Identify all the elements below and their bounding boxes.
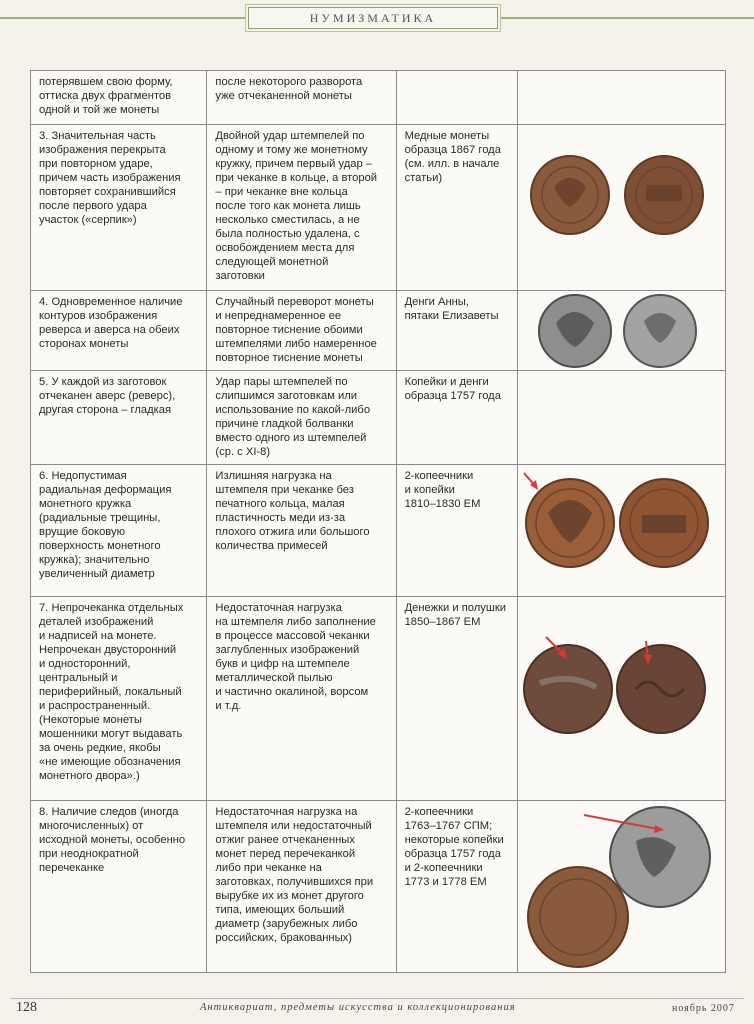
cell-cause: Удар пары штемпелей по слипшимся заготовкам или использование по какой-либо причине гладкой болванки вместо одного из штемпелей (ср. с XI-8) [207,371,396,465]
cell-feature: 3. Значительная часть изображения перекрыта при повторном ударе, причем часть изображения повторяет сохранившийся после первого удара участок («серпик») [31,125,207,291]
cell-illustration [517,71,725,125]
cell-feature: 5. У каждой из заготовок отчеканен аверс (реверс), другая сторона – гладкая [31,371,207,465]
cell-examples: 2-копеечники 1763–1767 СПМ; некоторые копейки образца 1757 года и 2-копеечники 1773 и 1778 ЕМ [396,801,517,973]
footer-rule [10,998,744,999]
cell-illustration [517,465,725,597]
cell-examples: 2-копеечники и копейки 1810–1830 ЕМ [396,465,517,597]
coin-photo [518,291,714,371]
cell-feature: 8. Наличие следов (иногда многочисленных) от исходной монеты, особенно при неоднократной перечеканке [31,801,207,973]
page-footer [0,998,754,1024]
cell-feature: 6. Недопустимая радиальная деформация монетного кружка (радиальные трещины, врущие боковую поверхность монетного кружка); значительно увеличенный диаметр [31,465,207,597]
section-header: НУМИЗМАТИКА [248,7,498,29]
table-row [31,125,726,291]
cell-illustration [517,125,725,291]
cell-feature: потерявшем свою форму, оттиска двух фрагментов одной и той же монеты [31,71,207,125]
cell-cause: Случайный переворот монеты и непреднамеренное ее повторное тиснение обоими штемпелями либо намеренное повторное тиснение монеты [207,291,396,371]
cell-examples: Денежки и полушки 1850–1867 ЕМ [396,597,517,801]
magazine-title: Антиквариат, предметы искусства и коллекционирования [200,1002,516,1013]
table-row [31,291,726,371]
table-row [31,597,726,801]
coin-photo [518,801,714,973]
cell-illustration [517,371,725,465]
cell-feature: 4. Одновременное наличие контуров изображения реверса и аверса на обеих сторонах монеты [31,291,207,371]
issue-date: ноябрь 2007 [672,1003,735,1014]
cell-illustration [517,801,725,973]
defects-table [30,70,726,973]
coin-photo [518,125,714,291]
table-row [31,371,726,465]
cell-examples: Копейки и денги образца 1757 года [396,371,517,465]
cell-examples [396,71,517,125]
cell-examples: Денги Анны, пятаки Елизаветы [396,291,517,371]
cell-examples: Медные монеты образца 1867 года (см. илл. в начале статьи) [396,125,517,291]
page-number: 128 [16,1000,37,1015]
cell-cause: Двойной удар штемпелей по одному и тому же монетному кружку, причем первый удар – при чеканке в кольце, а второй – при чеканке вне кольца после того как монета лишь несколько сместилась, а не была полностью удалена, с освобождением места для следующей монетной заготовки [207,125,396,291]
cell-feature: 7. Непрочеканка отдельных деталей изображений и надписей на монете. Непрочекан двусторонний и односторонний, центральный и периферийный, локальный и распространенный. (Некоторые монеты мошенники могут выдавать за очень редкие, якобы «не имеющие обозначения монетного двора».) [31,597,207,801]
cell-illustration [517,597,725,801]
coin-photo [518,597,714,801]
table-row [31,801,726,973]
coin-photo [518,465,714,597]
cell-illustration [517,291,725,371]
cell-cause: Недостаточная нагрузка на штемпеля или недостаточный отжиг ранее отчеканенных монет перед перечеканкой либо при чеканке на заготовках, получившихся при вырубке их из монет другого типа, имеющих больший диаметр (зарубежных либо российских, бракованных) [207,801,396,973]
cell-cause: после некоторого разворота уже отчеканенной монеты [207,71,396,125]
cell-cause: Недостаточная нагрузка на штемпеля либо заполнение в процессе массовой чеканки заглубленных изображений букв и цифр на штемпеле металлической пылью и частично окалиной, ворсом и т.д. [207,597,396,801]
cell-cause: Излишняя нагрузка на штемпеля при чеканке без печатного кольца, малая пластичность меди из-за плохого отжига или большого количества примесей [207,465,396,597]
table-row [31,465,726,597]
table-row [31,71,726,125]
